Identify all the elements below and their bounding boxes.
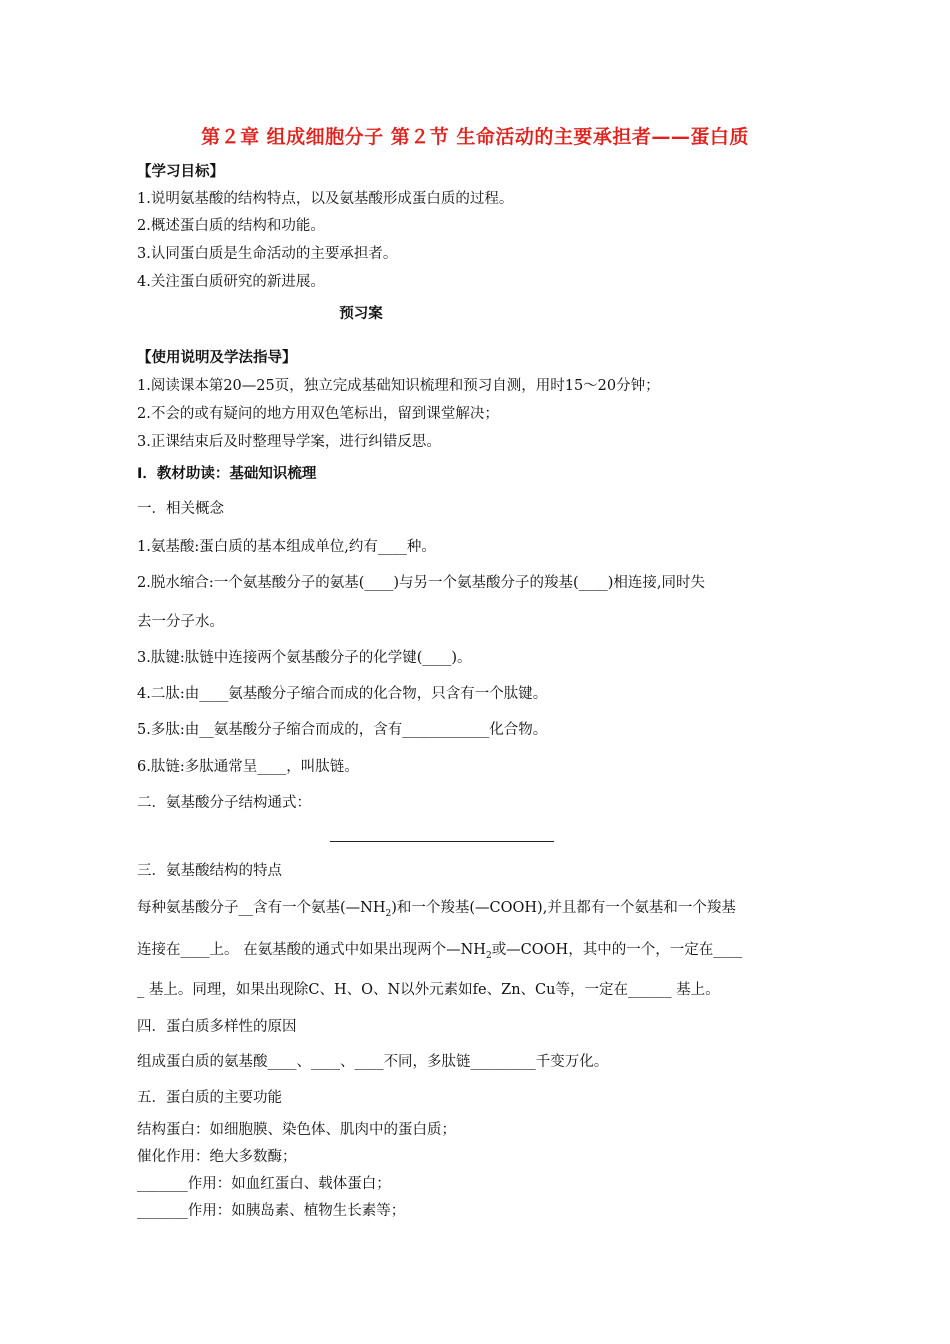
subscript: 2 — [385, 908, 392, 919]
preview-heading: 预习案 — [339, 306, 383, 322]
guide-heading: 【使用说明及学法指导】 — [137, 350, 297, 366]
text-segment: )和一个羧基(—COOH),并且都有一个氨基和一个羧基 — [391, 900, 736, 916]
section4-line: 组成蛋白质的氨基酸____、____、____不同，多肽链_________千变万化。 — [137, 1054, 609, 1070]
function-line: 催化作用：绝大多数酶； — [137, 1149, 297, 1165]
part1-heading: Ⅰ．教材助读：基础知识梳理 — [137, 466, 317, 482]
goal-item: 3.认同蛋白质是生命活动的主要承担者。 — [137, 246, 398, 262]
subscript: 2 — [485, 950, 492, 961]
section3-line — [137, 896, 736, 919]
concept-line: 4.二肽:由____氨基酸分子缩合而成的化合物，只含有一个肽键。 — [137, 686, 548, 702]
goal-item: 1.说明氨基酸的结构特点，以及氨基酸形成蛋白质的过程。 — [137, 191, 514, 207]
concept-line: 6.肽链:多肽通常呈____，叫肽链。 — [137, 759, 359, 775]
text-segment: 或—COOH，其中的一个，一定在____ — [491, 942, 743, 958]
text-segment: 连接在____上。 在氨基酸的通式中如果出现两个—NH — [137, 942, 486, 958]
concept-line: 1.氨基酸:蛋白质的基本组成单位,约有____种。 — [137, 539, 436, 555]
concept-line: 5.多肽:由__氨基酸分子缩合而成的，含有____________化合物。 — [137, 722, 548, 738]
goal-item: 2.概述蛋白质的结构和功能。 — [137, 218, 325, 234]
guide-item: 3.正课结束后及时整理导学案，进行纠错反思。 — [137, 434, 441, 450]
section5-heading: 五．蛋白质的主要功能 — [137, 1090, 282, 1106]
section3-line: _ 基上。同理，如果出现除C、H、O、N以外元素如fe、Zn、Cu等，一定在______ 基上。 — [137, 982, 720, 998]
section1-heading: 一．相关概念 — [137, 501, 224, 517]
goals-heading: 【学习目标】 — [137, 164, 224, 180]
function-line: 结构蛋白：如细胞膜、染色体、肌肉中的蛋白质； — [137, 1122, 456, 1138]
section3-line — [137, 938, 742, 961]
page-title: 第２章 组成细胞分子 第２节 生命活动的主要承担者——蛋白质 — [201, 126, 749, 148]
section2-heading: 二．氨基酸分子结构通式： — [137, 795, 311, 811]
goal-item: 4.关注蛋白质研究的新进展。 — [137, 274, 325, 290]
function-line: _______作用：如血红蛋白、载体蛋白； — [137, 1176, 391, 1192]
guide-item: 1.阅读课本第20—25页，独立完成基础知识梳理和预习自测，用时15～20分钟； — [137, 378, 660, 394]
guide-item: 2.不会的或有疑问的地方用双色笔标出，留到课堂解决； — [137, 406, 499, 422]
concept-line: 3.肽键:肽链中连接两个氨基酸分子的化学键(____)。 — [137, 650, 472, 666]
text-segment: 每种氨基酸分子__含有一个氨基(—NH — [137, 900, 386, 916]
section4-heading: 四．蛋白质多样性的原因 — [137, 1019, 297, 1035]
concept-line: 去一分子水。 — [137, 614, 224, 630]
section3-heading: 三．氨基酸结构的特点 — [137, 863, 282, 879]
formula-answer-line — [330, 841, 554, 842]
concept-line: 2.脱水缩合:一个氨基酸分子的氨基(____)与另一个氨基酸分子的羧基(____)相连接,同时失 — [137, 575, 705, 591]
function-line: _______作用：如胰岛素、植物生长素等； — [137, 1203, 406, 1219]
